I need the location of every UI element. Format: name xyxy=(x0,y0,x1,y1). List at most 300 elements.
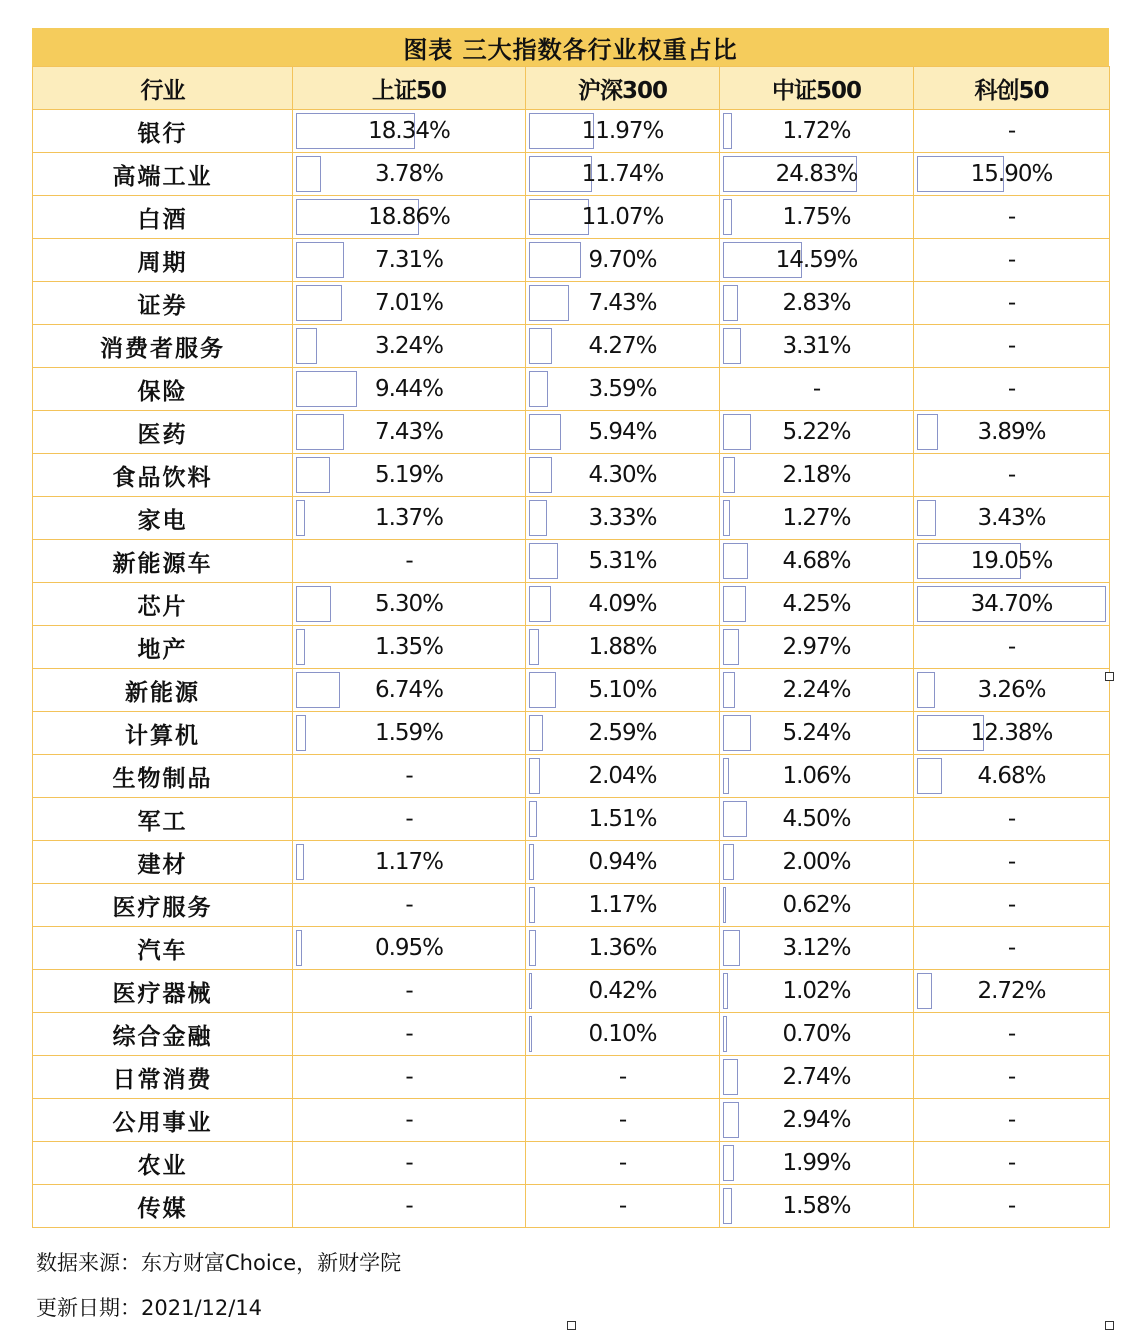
weight-value: 1.17% xyxy=(374,849,444,875)
weight-value: 4.68% xyxy=(977,763,1046,789)
weight-value: 0.94% xyxy=(588,849,657,875)
weight-value: - xyxy=(405,806,413,832)
weight-cell-csi300 xyxy=(526,970,720,1013)
weight-cell-sse50 xyxy=(293,411,526,454)
weight-value: 2.74% xyxy=(782,1064,851,1090)
data-bar xyxy=(917,414,938,450)
table-row xyxy=(33,368,1110,411)
data-bar xyxy=(529,199,589,235)
weight-cell-csi500 xyxy=(720,1142,914,1185)
table-row xyxy=(33,1142,1110,1185)
data-bar xyxy=(529,543,558,579)
weight-cell-csi500 xyxy=(720,712,914,755)
industry-cell: 家电 xyxy=(33,497,293,540)
weight-value: 2.97% xyxy=(782,634,851,660)
weight-value: 1.06% xyxy=(782,763,851,789)
weight-cell-csi500 xyxy=(720,798,914,841)
weight-value: 3.24% xyxy=(374,333,444,359)
weight-cell-csi500 xyxy=(720,970,914,1013)
weight-cell-star50 xyxy=(914,927,1110,970)
weight-cell-sse50 xyxy=(293,153,526,196)
weight-cell-csi500 xyxy=(720,454,914,497)
weight-value: - xyxy=(405,1150,413,1176)
weight-value: 14.59% xyxy=(775,247,858,273)
weight-value: 3.12% xyxy=(782,935,851,961)
weight-cell-star50 xyxy=(914,755,1110,798)
weight-value: 15.90% xyxy=(970,161,1053,187)
data-bar xyxy=(723,328,741,364)
weight-cell-csi500 xyxy=(720,1185,914,1228)
weight-cell-csi300 xyxy=(526,325,720,368)
weight-value: 3.59% xyxy=(588,376,657,402)
data-bar xyxy=(296,844,304,880)
weight-cell-star50 xyxy=(914,1099,1110,1142)
table-row xyxy=(33,110,1110,153)
weight-value: - xyxy=(1007,1021,1016,1047)
weight-cell-star50 xyxy=(914,712,1110,755)
weight-value: 4.27% xyxy=(588,333,657,359)
industry-cell: 银行 xyxy=(33,110,293,153)
weight-cell-csi500 xyxy=(720,669,914,712)
weight-cell-star50 xyxy=(914,282,1110,325)
data-bar xyxy=(723,715,751,751)
table-row xyxy=(33,239,1110,282)
weight-cell-csi500 xyxy=(720,282,914,325)
weight-value: 0.70% xyxy=(782,1021,851,1047)
industry-cell: 地产 xyxy=(33,626,293,669)
weight-cell-star50 xyxy=(914,669,1110,712)
data-bar xyxy=(529,328,552,364)
weight-cell-csi300 xyxy=(526,712,720,755)
table-row xyxy=(33,626,1110,669)
table-row xyxy=(33,1099,1110,1142)
weight-value: - xyxy=(1007,118,1016,144)
weight-value: 4.68% xyxy=(782,548,851,574)
industry-cell: 证券 xyxy=(33,282,293,325)
weight-value: - xyxy=(1007,806,1016,832)
weight-cell-csi300 xyxy=(526,282,720,325)
data-bar xyxy=(529,586,551,622)
weight-cell-csi500 xyxy=(720,884,914,927)
industry-cell: 白酒 xyxy=(33,196,293,239)
weight-cell-csi300 xyxy=(526,583,720,626)
weight-value: 6.74% xyxy=(374,677,444,703)
weight-value: 18.34% xyxy=(368,118,450,144)
table-title: 图表 三大指数各行业权重占比 xyxy=(32,28,1109,66)
industry-cell: 食品饮料 xyxy=(33,454,293,497)
data-bar xyxy=(529,500,547,536)
data-bar xyxy=(529,887,535,923)
data-bar xyxy=(296,156,321,192)
industry-cell: 高端工业 xyxy=(33,153,293,196)
weight-cell-star50 xyxy=(914,1142,1110,1185)
weight-value: 3.89% xyxy=(977,419,1046,445)
weight-cell-csi500 xyxy=(720,583,914,626)
weight-cell-csi500 xyxy=(720,626,914,669)
weight-value: - xyxy=(405,1021,413,1047)
data-bar xyxy=(529,414,561,450)
weight-value: - xyxy=(405,1193,413,1219)
weight-cell-sse50 xyxy=(293,1142,526,1185)
weight-cell-sse50 xyxy=(293,497,526,540)
weight-cell-star50 xyxy=(914,970,1110,1013)
weight-cell-sse50 xyxy=(293,325,526,368)
table-row xyxy=(33,669,1110,712)
industry-cell: 汽车 xyxy=(33,927,293,970)
data-bar xyxy=(296,715,306,751)
weight-cell-star50 xyxy=(914,1013,1110,1056)
weight-cell-csi500 xyxy=(720,196,914,239)
weight-cell-csi300 xyxy=(526,1099,720,1142)
weight-value: 5.31% xyxy=(588,548,657,574)
weight-value: - xyxy=(405,548,413,574)
weight-value: 0.10% xyxy=(588,1021,657,1047)
weight-value: 3.78% xyxy=(374,161,444,187)
weight-cell-star50 xyxy=(914,583,1110,626)
weight-value: 0.62% xyxy=(782,892,851,918)
data-bar xyxy=(723,1016,727,1052)
weight-cell-star50 xyxy=(914,454,1110,497)
weight-cell-sse50 xyxy=(293,540,526,583)
weight-cell-csi300 xyxy=(526,153,720,196)
weight-value: 0.95% xyxy=(374,935,444,961)
weight-value: 3.31% xyxy=(782,333,851,359)
data-bar xyxy=(723,973,728,1009)
weight-value: 2.24% xyxy=(782,677,851,703)
selection-handle[interactable] xyxy=(1105,1321,1114,1330)
table-row xyxy=(33,841,1110,884)
weight-cell-csi300 xyxy=(526,841,720,884)
weight-cell-csi300 xyxy=(526,626,720,669)
data-bar xyxy=(723,1102,739,1138)
weight-value: 7.31% xyxy=(374,247,444,273)
weight-value: 1.99% xyxy=(782,1150,851,1176)
table-row xyxy=(33,1185,1110,1228)
weight-value: 1.59% xyxy=(374,720,444,746)
weight-cell-star50 xyxy=(914,411,1110,454)
weight-value: - xyxy=(1007,462,1016,488)
weight-value: 2.83% xyxy=(782,290,851,316)
weight-value: 19.05% xyxy=(970,548,1053,574)
weight-value: 11.74% xyxy=(581,161,664,187)
weight-cell-csi500 xyxy=(720,841,914,884)
data-bar xyxy=(529,844,534,880)
data-bar xyxy=(723,672,735,708)
data-bar xyxy=(917,672,935,708)
data-bar xyxy=(296,328,317,364)
table-row xyxy=(33,1056,1110,1099)
weight-cell-star50 xyxy=(914,153,1110,196)
data-bar xyxy=(529,715,543,751)
data-source-note: 数据来源：东方财富Choice，新财学院 xyxy=(36,1251,402,1275)
weight-cell-sse50 xyxy=(293,884,526,927)
weight-value: 4.50% xyxy=(782,806,851,832)
weight-value: 5.10% xyxy=(588,677,657,703)
weight-cell-sse50 xyxy=(293,196,526,239)
weight-value: 2.18% xyxy=(782,462,851,488)
weight-cell-star50 xyxy=(914,540,1110,583)
weight-cell-csi300 xyxy=(526,411,720,454)
table-row xyxy=(33,196,1110,239)
weight-cell-csi300 xyxy=(526,1185,720,1228)
weight-cell-sse50 xyxy=(293,1013,526,1056)
table-row xyxy=(33,798,1110,841)
weight-value: - xyxy=(1007,1107,1016,1133)
selection-handle[interactable] xyxy=(1105,672,1114,681)
weight-value: - xyxy=(405,978,413,1004)
weight-value: - xyxy=(618,1064,627,1090)
table-row xyxy=(33,755,1110,798)
weight-cell-csi300 xyxy=(526,884,720,927)
data-bar xyxy=(723,586,746,622)
weight-cell-csi500 xyxy=(720,755,914,798)
industry-cell: 消费者服务 xyxy=(33,325,293,368)
data-bar xyxy=(296,500,305,536)
data-bar xyxy=(917,758,942,794)
table-row xyxy=(33,540,1110,583)
data-bar xyxy=(529,930,536,966)
data-bar xyxy=(529,457,552,493)
industry-cell: 生物制品 xyxy=(33,755,293,798)
weight-cell-csi300 xyxy=(526,798,720,841)
weight-cell-csi300 xyxy=(526,196,720,239)
weight-value: 4.30% xyxy=(588,462,657,488)
header-industry: 行业 xyxy=(33,67,293,110)
data-bar xyxy=(296,930,302,966)
weight-cell-csi500 xyxy=(720,239,914,282)
weight-value: 1.27% xyxy=(782,505,851,531)
table-row xyxy=(33,153,1110,196)
weight-value: 0.42% xyxy=(588,978,657,1004)
weight-cell-csi300 xyxy=(526,927,720,970)
industry-cell: 医药 xyxy=(33,411,293,454)
weight-value: - xyxy=(1007,1064,1016,1090)
industry-weight-table xyxy=(32,66,1110,1228)
weight-value: 1.36% xyxy=(588,935,657,961)
weight-cell-star50 xyxy=(914,239,1110,282)
weight-value: 7.43% xyxy=(374,419,444,445)
weight-cell-star50 xyxy=(914,1185,1110,1228)
data-bar xyxy=(296,285,342,321)
weight-value: 11.07% xyxy=(581,204,664,230)
weight-cell-csi300 xyxy=(526,1013,720,1056)
weight-cell-star50 xyxy=(914,368,1110,411)
data-bar xyxy=(296,629,305,665)
weight-cell-csi500 xyxy=(720,1099,914,1142)
weight-value: 2.59% xyxy=(588,720,657,746)
weight-value: 7.01% xyxy=(374,290,444,316)
weight-cell-star50 xyxy=(914,798,1110,841)
data-bar xyxy=(529,758,540,794)
weight-cell-csi300 xyxy=(526,1142,720,1185)
weight-value: 1.72% xyxy=(782,118,851,144)
weight-cell-csi500 xyxy=(720,540,914,583)
data-bar xyxy=(529,973,532,1009)
weight-cell-csi300 xyxy=(526,540,720,583)
table-row xyxy=(33,970,1110,1013)
weight-cell-sse50 xyxy=(293,1056,526,1099)
industry-cell: 军工 xyxy=(33,798,293,841)
industry-cell: 计算机 xyxy=(33,712,293,755)
weight-value: 1.75% xyxy=(782,204,851,230)
data-bar xyxy=(917,500,936,536)
weight-cell-csi500 xyxy=(720,927,914,970)
data-bar xyxy=(529,672,556,708)
weight-value: - xyxy=(1007,1150,1016,1176)
data-bar xyxy=(917,973,932,1009)
data-bar xyxy=(529,1016,532,1052)
weight-value: - xyxy=(405,892,413,918)
data-bar xyxy=(529,371,548,407)
weight-cell-sse50 xyxy=(293,1185,526,1228)
weight-value: - xyxy=(1007,892,1016,918)
weight-value: - xyxy=(1007,849,1016,875)
industry-cell: 新能源车 xyxy=(33,540,293,583)
weight-value: 2.04% xyxy=(588,763,657,789)
weight-value: - xyxy=(1007,204,1016,230)
industry-cell: 周期 xyxy=(33,239,293,282)
data-bar xyxy=(723,758,729,794)
weight-value: - xyxy=(812,376,821,402)
weight-cell-star50 xyxy=(914,325,1110,368)
weight-value: 5.24% xyxy=(782,720,851,746)
industry-cell: 医疗器械 xyxy=(33,970,293,1013)
weight-value: 1.35% xyxy=(374,634,444,660)
weight-value: 24.83% xyxy=(775,161,858,187)
data-bar xyxy=(723,844,734,880)
industry-cell: 农业 xyxy=(33,1142,293,1185)
weight-value: 3.26% xyxy=(977,677,1046,703)
weight-cell-csi300 xyxy=(526,239,720,282)
weight-cell-sse50 xyxy=(293,712,526,755)
weight-value: - xyxy=(1007,1193,1016,1219)
weight-value: 34.70% xyxy=(970,591,1053,617)
weight-cell-sse50 xyxy=(293,282,526,325)
weight-value: 3.33% xyxy=(588,505,657,531)
data-bar xyxy=(296,242,344,278)
weight-cell-sse50 xyxy=(293,970,526,1013)
weight-value: 9.44% xyxy=(374,376,444,402)
data-bar xyxy=(723,457,735,493)
industry-cell: 建材 xyxy=(33,841,293,884)
data-bar xyxy=(723,1059,738,1095)
industry-cell: 保险 xyxy=(33,368,293,411)
data-bar xyxy=(723,543,748,579)
data-bar xyxy=(529,801,537,837)
weight-value: 18.86% xyxy=(368,204,450,230)
table-row xyxy=(33,712,1110,755)
weight-cell-csi300 xyxy=(526,110,720,153)
data-bar xyxy=(296,672,340,708)
weight-cell-csi500 xyxy=(720,153,914,196)
industry-cell: 芯片 xyxy=(33,583,293,626)
data-bar xyxy=(723,285,738,321)
weight-cell-sse50 xyxy=(293,368,526,411)
weight-value: - xyxy=(405,1064,413,1090)
weight-cell-star50 xyxy=(914,110,1110,153)
data-bar xyxy=(529,629,539,665)
weight-value: 1.17% xyxy=(588,892,657,918)
weight-value: 1.02% xyxy=(782,978,851,1004)
weight-cell-star50 xyxy=(914,1056,1110,1099)
weight-value: 2.94% xyxy=(782,1107,851,1133)
selection-handle[interactable] xyxy=(567,1321,576,1330)
weight-value: 1.37% xyxy=(374,505,444,531)
weight-cell-sse50 xyxy=(293,1099,526,1142)
table-row xyxy=(33,884,1110,927)
data-bar xyxy=(723,1145,734,1181)
weight-cell-star50 xyxy=(914,841,1110,884)
weight-cell-star50 xyxy=(914,884,1110,927)
weight-cell-sse50 xyxy=(293,626,526,669)
weight-cell-csi300 xyxy=(526,755,720,798)
weight-value: - xyxy=(1007,935,1016,961)
weight-cell-csi300 xyxy=(526,497,720,540)
table-body xyxy=(33,110,1110,1228)
weight-value: - xyxy=(618,1107,627,1133)
data-bar xyxy=(723,801,747,837)
weight-value: - xyxy=(1007,247,1016,273)
weight-value: 2.72% xyxy=(977,978,1046,1004)
data-bar xyxy=(296,586,331,622)
weight-cell-sse50 xyxy=(293,927,526,970)
weight-cell-csi500 xyxy=(720,325,914,368)
header-csi300: 沪深300 xyxy=(526,67,720,110)
weight-value: 5.30% xyxy=(374,591,444,617)
weight-value: 1.51% xyxy=(588,806,657,832)
update-date-note: 更新日期：2021/12/14 xyxy=(36,1296,263,1320)
weight-value: - xyxy=(1007,333,1016,359)
weight-cell-sse50 xyxy=(293,239,526,282)
weight-value: - xyxy=(1007,290,1016,316)
header-csi500: 中证500 xyxy=(720,67,914,110)
weight-cell-star50 xyxy=(914,497,1110,540)
weight-cell-csi300 xyxy=(526,454,720,497)
weight-cell-sse50 xyxy=(293,110,526,153)
data-bar xyxy=(296,457,330,493)
table-row xyxy=(33,411,1110,454)
weight-cell-star50 xyxy=(914,196,1110,239)
weight-cell-sse50 xyxy=(293,583,526,626)
data-bar xyxy=(296,414,344,450)
table-row xyxy=(33,927,1110,970)
weight-value: 7.43% xyxy=(588,290,657,316)
weight-value: 12.38% xyxy=(970,720,1053,746)
weight-value: - xyxy=(1007,634,1016,660)
data-bar xyxy=(529,285,569,321)
data-bar xyxy=(723,113,732,149)
weight-value: - xyxy=(1007,376,1016,402)
table-row xyxy=(33,497,1110,540)
weight-cell-sse50 xyxy=(293,454,526,497)
data-bar xyxy=(723,887,726,923)
weight-cell-csi500 xyxy=(720,368,914,411)
header-star50: 科创50 xyxy=(914,67,1110,110)
data-bar xyxy=(529,242,581,278)
data-bar xyxy=(296,371,357,407)
weight-value: 5.94% xyxy=(588,419,657,445)
weight-value: 5.19% xyxy=(374,462,444,488)
weight-cell-sse50 xyxy=(293,669,526,712)
weight-cell-csi300 xyxy=(526,368,720,411)
table-row xyxy=(33,325,1110,368)
weight-cell-csi500 xyxy=(720,110,914,153)
weight-value: - xyxy=(405,1107,413,1133)
table-row xyxy=(33,454,1110,497)
weight-value: 1.88% xyxy=(588,634,657,660)
header-row xyxy=(33,67,1110,110)
weight-cell-csi300 xyxy=(526,669,720,712)
